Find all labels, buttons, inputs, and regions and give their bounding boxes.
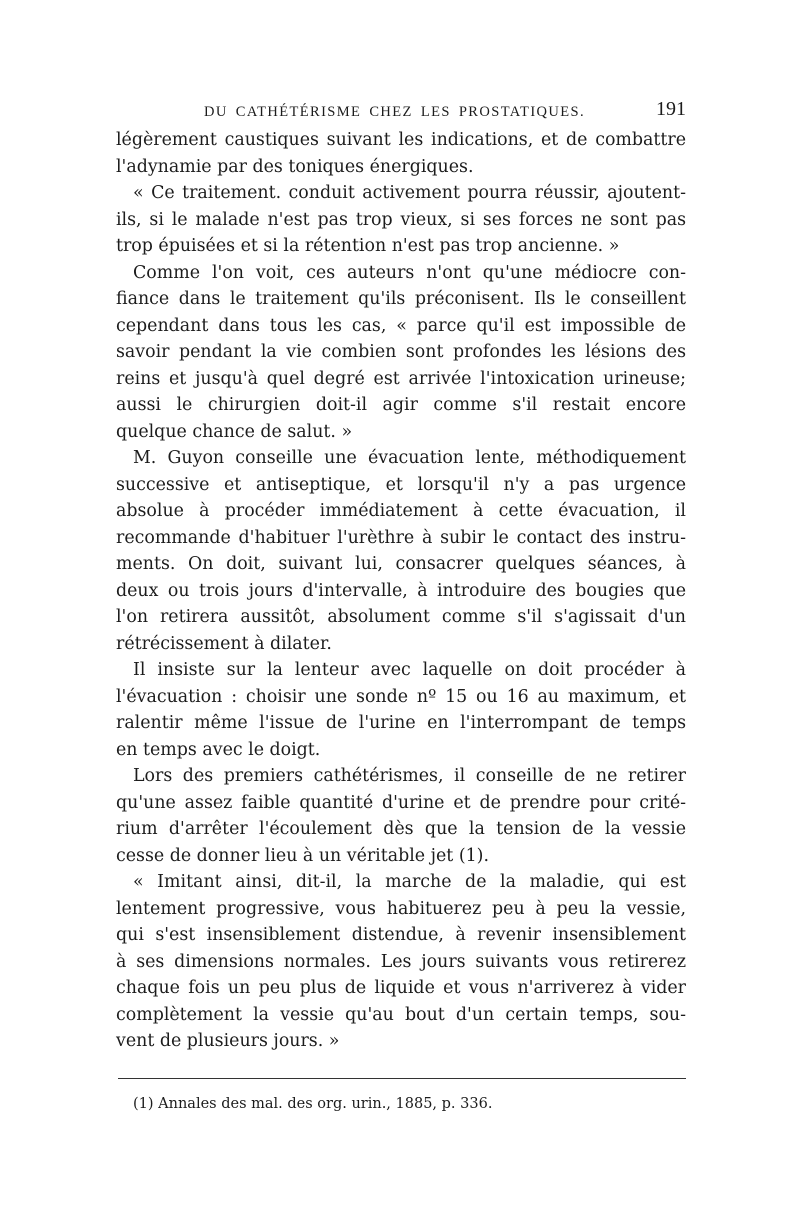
running-title: DU CATHÉTÉRISME CHEZ LES PROSTATIQUES.	[204, 104, 586, 120]
paragraph	[116, 869, 686, 1055]
text-line: vent de plusieurs jours. »	[116, 1031, 340, 1051]
text-line: savoir pendant la vie combien sont profondes les lésions des	[116, 342, 686, 362]
text-line: qu'une assez faible quantité d'urine et de prendre pour crité-	[116, 792, 686, 813]
paragraph	[116, 180, 686, 260]
text-line: en temps avec le doigt.	[116, 739, 321, 760]
text-line: « Ce traitement. conduit activement pourra réussir, ajoutent-	[133, 183, 686, 203]
body-text	[116, 127, 686, 1055]
text-line: ralentir même l'issue de l'urine en l'interrompant de temps	[116, 713, 686, 733]
text-line: cependant dans tous les cas, « parce qu'il est impossible de	[116, 315, 686, 336]
text-line: trop épuisées et si la rétention n'est pas trop ancienne. »	[116, 236, 620, 256]
paragraph	[116, 657, 686, 763]
text-line: reins et jusqu'à quel degré est arrivée l'intoxication urineuse;	[116, 368, 686, 389]
paragraph	[116, 127, 686, 180]
text-line: fiance dans le traitement qu'ils préconisent. Ils le conseillent	[116, 289, 686, 309]
text-line: Il insiste sur la lenteur avec laquelle on doit procéder à	[133, 660, 686, 680]
text-line: l'évacuation : choisir une sonde nº 15 ou 16 au maximum, et	[116, 686, 686, 707]
text-line: rétrécissement à dilater.	[116, 633, 332, 654]
text-line: M. Guyon conseille une évacuation lente, méthodiquement	[133, 448, 686, 468]
text-line: légèrement caustiques suivant les indications, et de combattre	[116, 130, 686, 150]
page-header	[118, 98, 686, 124]
text-line: ments. On doit, suivant lui, consacrer quelques séances, à	[116, 554, 686, 574]
text-line: qui s'est insensiblement distendue, à revenir insensiblement	[116, 925, 686, 945]
text-line: absolue à procéder immédiatement à cette évacuation, il	[116, 501, 686, 521]
text-line: cesse de donner lieu à un véritable jet (1).	[116, 845, 489, 866]
text-line: successive et antiseptique, et lorsqu'il n'y a pas urgence	[116, 474, 686, 495]
text-line: lentement progressive, vous habituerez peu à peu la vessie,	[116, 898, 686, 919]
page-number: 191	[656, 98, 686, 120]
text-line: aussi le chirurgien doit-il agir comme s'il restait encore	[116, 395, 686, 415]
footnote-divider	[118, 1078, 686, 1079]
text-line: Lors des premiers cathétérismes, il conseille de ne retirer	[133, 766, 686, 786]
text-line: quelque chance de salut. »	[116, 421, 353, 442]
text-line: rium d'arrêter l'écoulement dès que la tension de la vessie	[116, 819, 686, 839]
text-line: complètement la vessie qu'au bout d'un certain temps, sou-	[116, 1004, 686, 1025]
text-line: l'adynamie par des toniques énergiques.	[116, 156, 474, 177]
text-line: chaque fois un peu plus de liquide et vous n'arriverez à vider	[116, 978, 686, 998]
text-line: Comme l'on voit, ces auteurs n'ont qu'une médiocre con-	[133, 262, 686, 283]
text-line: l'on retirera aussitôt, absolument comme s'il s'agissait d'un	[116, 607, 686, 627]
paragraph	[116, 763, 686, 869]
paragraph	[116, 445, 686, 657]
text-line: ils, si le malade n'est pas trop vieux, si ses forces ne sont pas	[116, 209, 686, 230]
text-line: recommande d'habituer l'urèthre à subir le contact des instru-	[116, 527, 686, 548]
footnote: (1) Annales des mal. des org. urin., 1885, p. 336.	[133, 1096, 493, 1112]
text-line: à ses dimensions normales. Les jours suivants vous retirerez	[116, 951, 686, 972]
paragraph	[116, 260, 686, 446]
text-line: deux ou trois jours d'intervalle, à introduire des bougies que	[116, 580, 686, 601]
text-line: « Imitant ainsi, dit-il, la marche de la maladie, qui est	[133, 872, 686, 892]
